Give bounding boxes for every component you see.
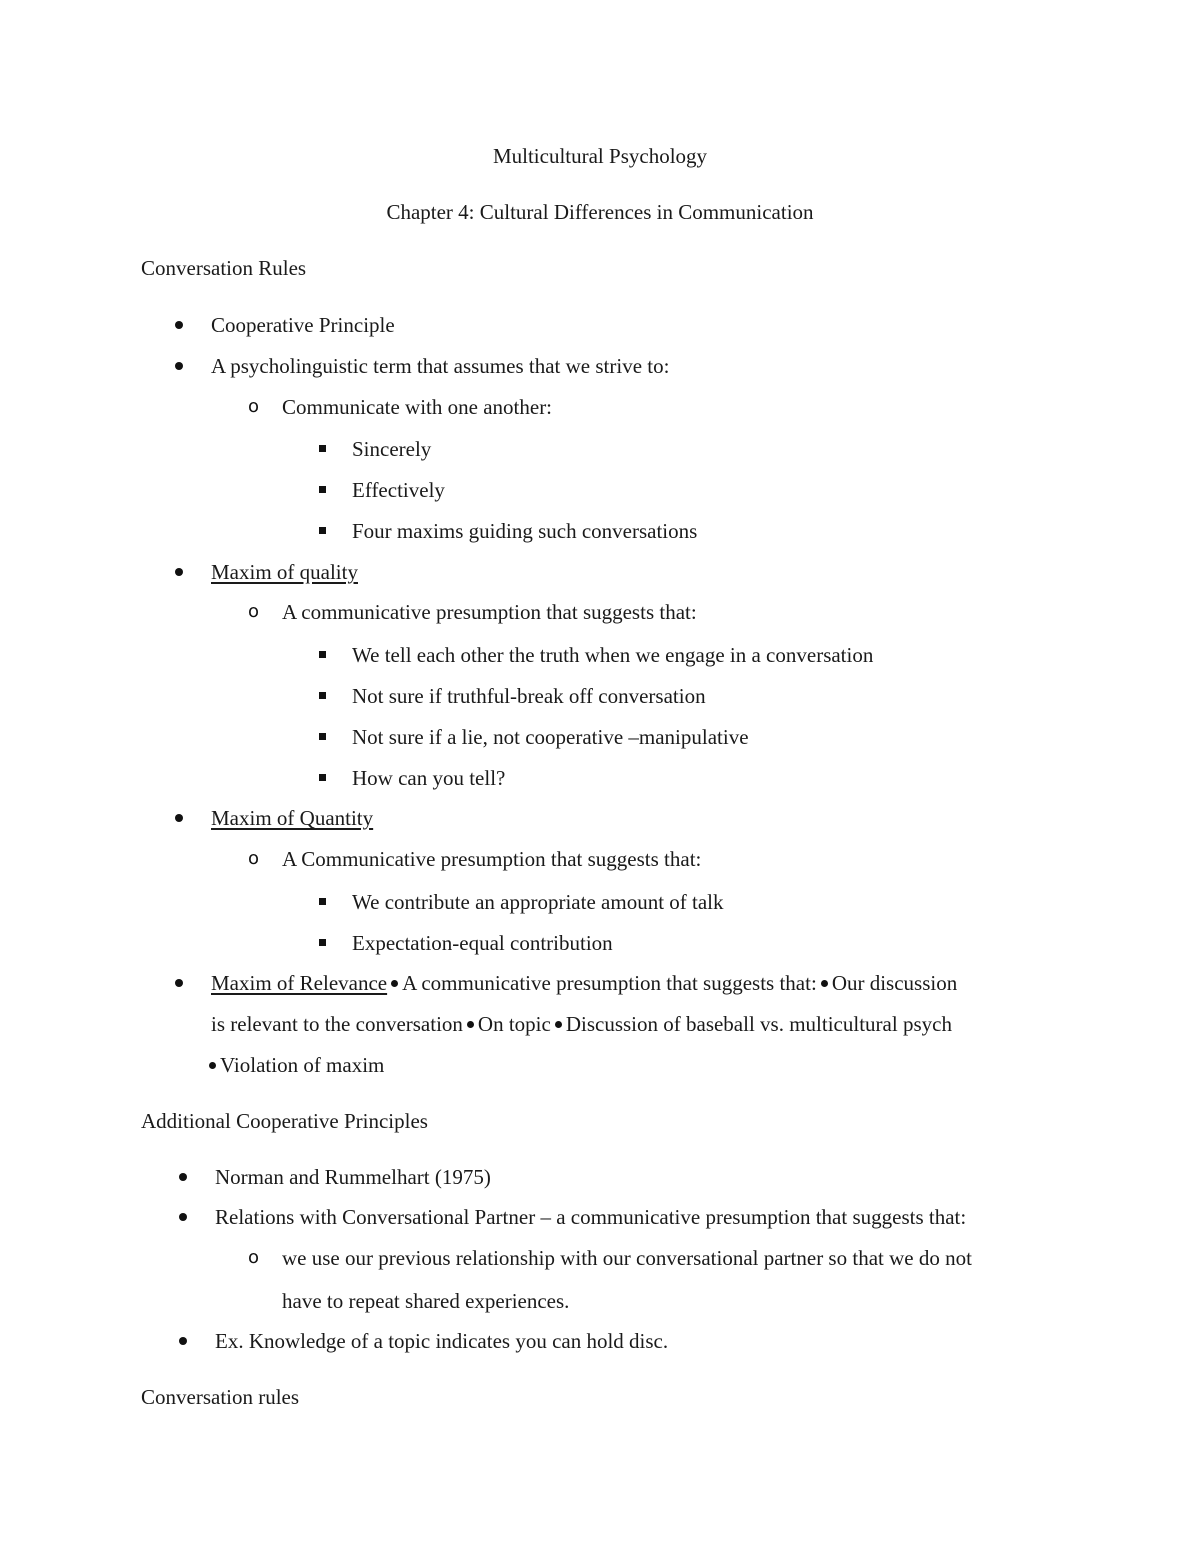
inline-bullet-icon — [467, 1021, 474, 1028]
item-quality-truth: We tell each other the truth when we engage in a conversation — [352, 643, 874, 667]
section-heading-additional-principles: Additional Cooperative Principles — [141, 1109, 428, 1133]
relevance-line-2 — [211, 1012, 952, 1036]
subbullet-previous-relationship: o we use our previous relationship with our conversational partner so that we do not — [282, 1246, 972, 1270]
item-sincerely: Sincerely — [352, 437, 432, 461]
chapter-title: Chapter 4: Cultural Differences in Communication — [386, 200, 814, 224]
relevance-text-f: Violation of maxim — [220, 1053, 385, 1077]
inline-bullet-icon — [209, 1062, 216, 1069]
section-heading-conversation-rules-2: Conversation rules — [141, 1385, 300, 1409]
bullet-relations-partner: Relations with Conversational Partner – a communicative presumption that suggests that: — [215, 1205, 967, 1229]
item-effectively: Effectively — [352, 478, 445, 502]
subbullet-previous-relationship-cont: have to repeat shared experiences. — [282, 1289, 570, 1313]
item-quality-how: How can you tell? — [352, 766, 506, 790]
relevance-text-d: On topic — [477, 1012, 551, 1036]
subbullet-quantity-presumption: o A Communicative presumption that suggests that: — [282, 847, 701, 871]
relevance-text-b: Our discussion — [831, 971, 958, 995]
inline-bullet-icon — [555, 1021, 562, 1028]
bullet-cooperative-principle: Cooperative Principle — [211, 313, 395, 337]
item-quality-not-sure-lie: Not sure if a lie, not cooperative –manipulative — [352, 725, 749, 749]
bullet-norman-rummelhart: Norman and Rummelhart (1975) — [215, 1165, 491, 1189]
bullet-psycholinguistic-term: A psycholinguistic term that assumes that we strive to: — [211, 354, 670, 378]
item-quantity-expectation: Expectation-equal contribution — [352, 931, 613, 955]
relevance-text-a: A communicative presumption that suggests that: — [402, 971, 817, 995]
bullet-example-knowledge: Ex. Knowledge of a topic indicates you can hold disc. — [215, 1329, 669, 1353]
item-four-maxims: Four maxims guiding such conversations — [352, 519, 698, 543]
section-heading-conversation-rules: Conversation Rules — [141, 256, 307, 280]
subbullet-communicate: o Communicate with one another: — [282, 395, 552, 419]
inline-bullet-icon — [821, 980, 828, 987]
relevance-text-c: is relevant to the conversation — [211, 1012, 463, 1036]
bullet-maxim-of-quantity: Maxim of Quantity — [211, 806, 374, 830]
maxim-of-relevance-label: Maxim of Relevance — [211, 971, 388, 995]
relevance-text-e: Discussion of baseball vs. multicultural psych — [565, 1012, 952, 1036]
bullet-maxim-of-relevance — [211, 971, 957, 995]
inline-bullet-icon — [391, 980, 398, 987]
document-title: Multicultural Psychology — [492, 144, 708, 168]
subbullet-quality-presumption: o A communicative presumption that suggests that: — [282, 600, 697, 624]
item-quantity-contribute: We contribute an appropriate amount of talk — [352, 890, 724, 914]
bullet-maxim-of-quality: Maxim of quality — [211, 560, 358, 584]
item-quality-not-sure-truthful: Not sure if truthful-break off conversation — [352, 684, 706, 708]
relevance-line-3 — [207, 1053, 384, 1077]
